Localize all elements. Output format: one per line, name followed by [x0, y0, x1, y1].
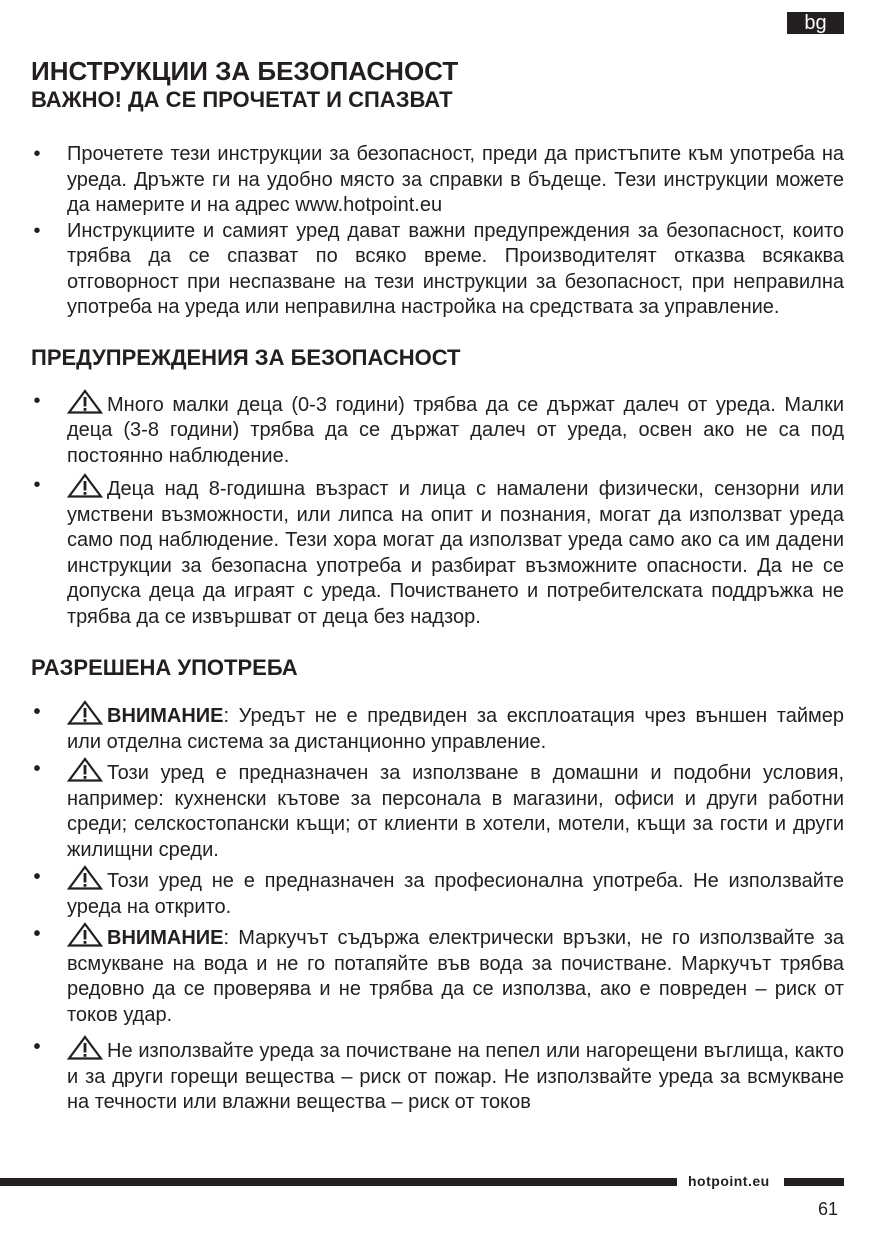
- list-item-text: : Маркучът съдържа електрически връзки, не го използвайте за всмукване на вода и не го потапяйте във вода за почистване. Маркучът трябва редовно да се проверява и не трябва да се използва, ако е повреден – риск от токов удар.: [67, 927, 844, 1026]
- list-item: [31, 865, 844, 920]
- list-item-text: : Уредът не е предвиден за експлоатация чрез външен таймер или отделна система за дистанционно управление.: [67, 705, 844, 753]
- list-item-text: Не използвайте уреда за почистване на пепел или нагорещени въглища, както и за други горещи вещества – риск от пожар. Не използвайте уреда за всмукване на течности или влажни вещества – риск от токов: [67, 1040, 844, 1113]
- list-item: [31, 922, 844, 1028]
- warning-triangle-icon: [67, 1035, 105, 1060]
- list-item: [31, 142, 844, 219]
- list-item-text: Инструкциите и самият уред дават важни предупреждения за безопасност, които трябва да се спазват по всяко време. Производителят отказва всякаква отговорност при неспазване на тези инструкции за безопасност, при неправилна употреба на уреда или неправилна настройка на средствата за управление.: [67, 219, 844, 318]
- warning-triangle-icon: [67, 922, 105, 947]
- bullet: •: [33, 389, 41, 412]
- attention-label: ВНИМАНИЕ: [107, 705, 224, 727]
- bullet: •: [33, 866, 41, 888]
- warning-triangle-icon: [67, 865, 105, 890]
- warning-triangle-icon: [67, 473, 105, 498]
- document-body: [31, 56, 844, 1116]
- bullet: •: [33, 758, 41, 780]
- footer-rule-left: [0, 1178, 677, 1186]
- warnings-list: [31, 389, 844, 631]
- page-title: ИНСТРУКЦИИ ЗА БЕЗОПАСНОСТ: [31, 56, 459, 86]
- bullet: •: [33, 474, 41, 496]
- list-item-text: Този уред не е предназначен за професионална употреба. Не използвайте уреда на открито.: [67, 870, 844, 918]
- warning-triangle-icon: [67, 700, 105, 725]
- language-tag: bg: [787, 12, 844, 34]
- bullet: •: [33, 143, 41, 165]
- section-heading-warnings: ПРЕДУПРЕЖДЕНИЯ ЗА БЕЗОПАСНОСТ: [31, 344, 461, 370]
- list-item: [31, 757, 844, 863]
- bullet: •: [33, 701, 41, 723]
- list-item-text: Прочетете тези инструкции за безопасност, преди да пристъпите към употреба на уреда. Дръжте ги на удобно място за справки в бъдеще. Тези инструкции можете да намерите и на адрес www.hotpoint.eu: [67, 143, 844, 216]
- list-item-text: Много малки деца (0-3 години) трябва да се държат далеч от уреда. Малки деца (3-8 години) трябва да се държат далеч от уреда, освен ако не са под постоянно наблюдение.: [67, 393, 844, 467]
- page-subtitle: ВАЖНО! ДА СЕ ПРОЧЕТАТ И СПАЗВАТ: [31, 87, 453, 112]
- intro-list: [31, 142, 844, 321]
- list-item-text: Деца над 8-годишна възраст и лица с намалени физически, сензорни или умствени възможности, или липса на опит и познания, могат да използват уреда само под наблюдение. Тези хора могат да използват уреда само ако са им дадени инструкции за безопасна употреба и разбират възможните опасности. Да не се допуска деца да играят с уреда. Почистването и потребителската поддръжка не трябва да се извършват от деца без надзор.: [67, 478, 844, 628]
- list-item: [31, 473, 844, 630]
- page-number: 61: [818, 1199, 839, 1219]
- warning-triangle-icon: [67, 757, 105, 782]
- list-item: [31, 389, 844, 470]
- permitted-use-list: [31, 700, 844, 1116]
- bullet: •: [33, 219, 41, 242]
- attention-label: ВНИМАНИЕ: [107, 927, 224, 949]
- footer-rule-right: [784, 1178, 844, 1186]
- list-item-text: Този уред е предназначен за използване в домашни и подобни условия, например: кухненски кътове за персонала в магазини, офиси и други работни среди; селскостопански къщи; от клиенти в хотели, мотели, къщи за гости и други жилищни среди.: [67, 762, 844, 861]
- bullet: •: [33, 923, 41, 945]
- section-heading-permitted-use: РАЗРЕШЕНА УПОТРЕБА: [31, 655, 298, 680]
- list-item: [31, 219, 844, 321]
- bullet: •: [33, 1036, 41, 1058]
- brand-logo: hotpoint.eu: [688, 1173, 770, 1189]
- list-item: [31, 1035, 844, 1116]
- warning-triangle-icon: [67, 389, 105, 414]
- list-item: [31, 700, 844, 755]
